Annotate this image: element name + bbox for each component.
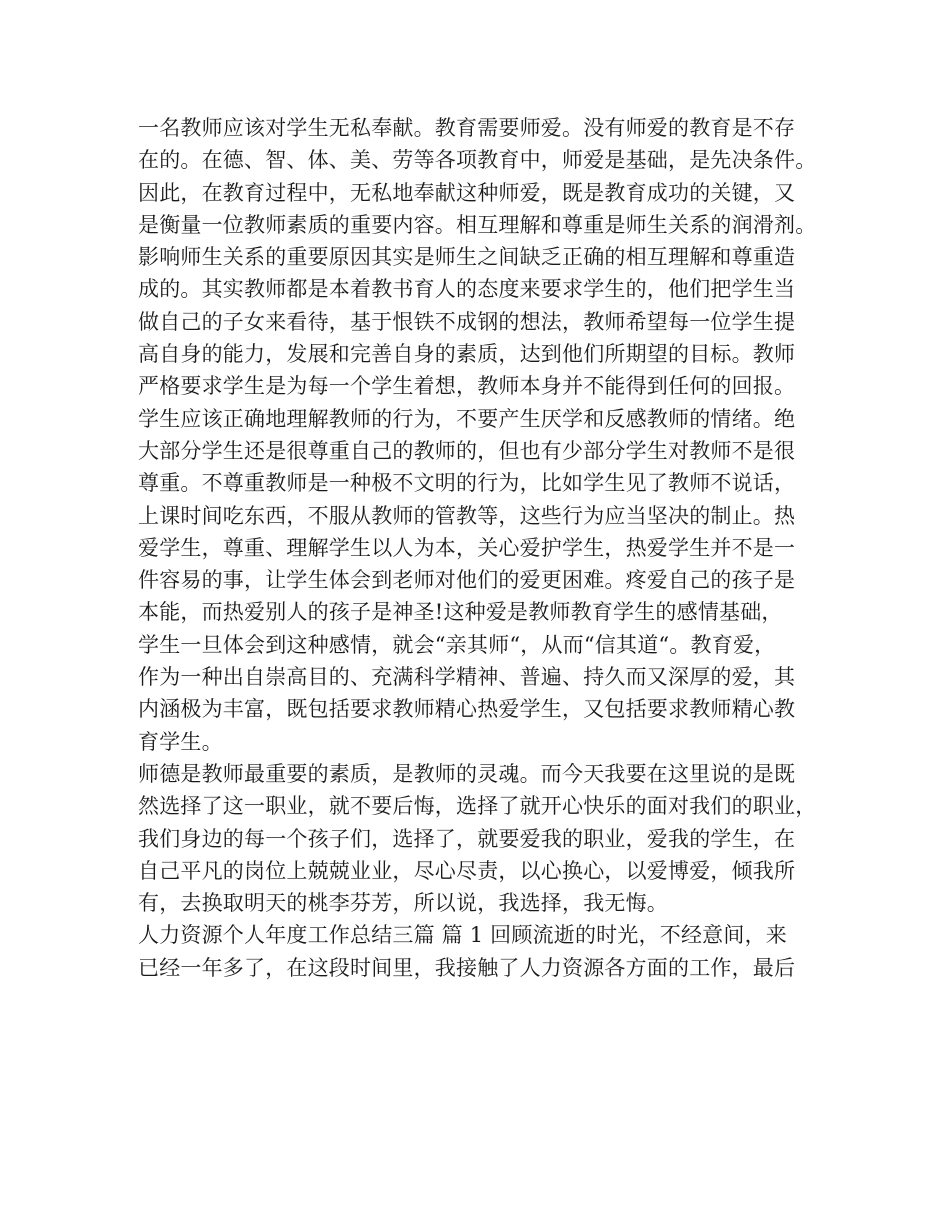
text-line: 尊重。不尊重教师是一种极不文明的行为，比如学生见了教师不说话， bbox=[138, 471, 796, 496]
text-line: 有，去换取明天的桃李芬芳，所以说，我选择，我无悔。 bbox=[138, 891, 668, 916]
text-line: 爱学生，尊重、理解学生以人为本，关心爱护学生，热爱学生并不是一 bbox=[138, 535, 796, 560]
text-line: 件容易的事，让学生体会到老师对他们的爱更困难。疼爱自己的孩子是 bbox=[138, 568, 796, 593]
text-line: 自己平凡的岗位上兢兢业业，尽心尽责，以心换心，以爱博爱，倾我所 bbox=[138, 858, 796, 883]
text-line: 一名教师应该对学生无私奉献。教育需要师爱。没有师爱的教育是不存 bbox=[138, 116, 796, 140]
text-line: 我们身边的每一个孩子们，选择了，就要爱我的职业，爱我的学生，在 bbox=[138, 826, 796, 851]
text-line: 在的。在德、智、体、美、劳等各项教育中，师爱是基础，是先决条件。 bbox=[138, 148, 817, 173]
text-line: 做自己的子女来看待，基于恨铁不成钢的想法，教师希望每一位学生提 bbox=[138, 309, 796, 334]
text-line: 上课时间吃东西，不服从教师的管教等，这些行为应当坚决的制止。热 bbox=[138, 503, 796, 528]
text-line: 师德是教师最重要的素质，是教师的灵魂。而今天我要在这里说的是既 bbox=[138, 761, 796, 786]
text-line: 然选择了这一职业，就不要后悔，选择了就开心快乐的面对我们的职业， bbox=[138, 794, 817, 819]
text-line: 内涵极为丰富，既包括要求教师精心热爱学生，又包括要求教师精心教 bbox=[138, 697, 796, 722]
text-line: 人力资源个人年度工作总结三篇 篇 1 回顾流逝的时光，不经意间，来 bbox=[138, 923, 787, 948]
text-line: 因此，在教育过程中，无私地奉献这种师爱，既是教育成功的关键，又 bbox=[138, 180, 796, 205]
text-line: 高自身的能力，发展和完善自身的素质，达到他们所期望的目标。教师 bbox=[138, 342, 796, 367]
text-line: 学生一旦体会到这种感情，就会“亲其师“，从而“信其道“。教育爱， bbox=[138, 632, 776, 657]
text-line: 严格要求学生是为每一个学生着想，教师本身并不能得到任何的回报。 bbox=[138, 374, 796, 399]
text-line: 大部分学生还是很尊重自己的教师的，但也有少部分学生对教师不是很 bbox=[138, 438, 796, 463]
text-line: 影响师生关系的重要原因其实是师生之间缺乏正确的相互理解和尊重造 bbox=[138, 245, 796, 270]
document-body bbox=[138, 112, 828, 984]
text-line: 已经一年多了，在这段时间里，我接触了人力资源各方面的工作，最后 bbox=[138, 955, 796, 980]
text-line: 成的。其实教师都是本着教书育人的态度来要求学生的，他们把学生当 bbox=[138, 277, 796, 302]
text-line: 作为一种出自崇高目的、充满科学精神、普遍、持久而又深厚的爱，其 bbox=[138, 665, 796, 690]
text-line: 是衡量一位教师素质的重要内容。相互理解和尊重是师生关系的润滑剂。 bbox=[138, 212, 817, 237]
text-line: 育学生。 bbox=[138, 729, 223, 754]
text-line: 本能，而热爱别人的孩子是神圣!这种爱是教师教育学生的感情基础， bbox=[138, 600, 783, 625]
text-line: 学生应该正确地理解教师的行为，不要产生厌学和反感教师的情绪。绝 bbox=[138, 406, 796, 431]
